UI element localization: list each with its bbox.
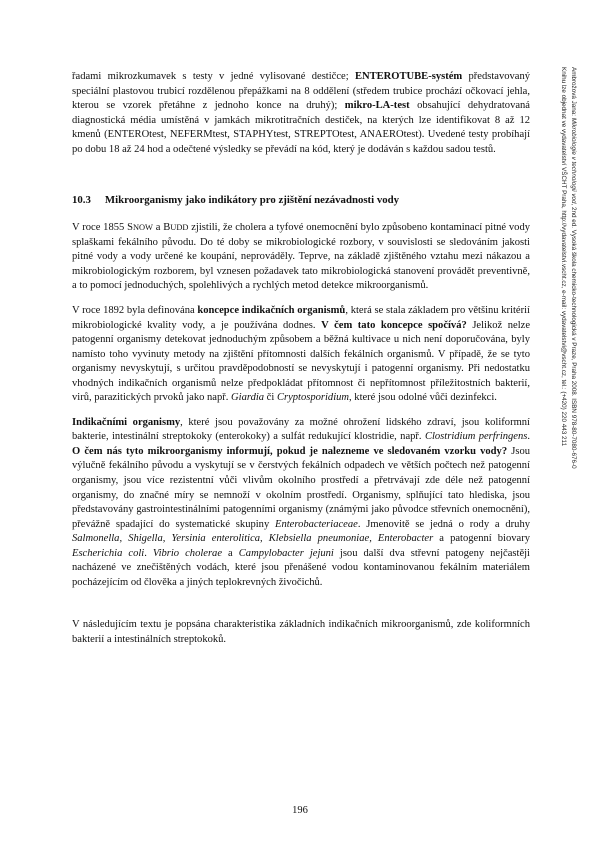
text-run: Jelikož nelze patogenní organismy detekovat jednoduchým způsobem a běžná kultivace u nich není doporučována, byly namísto toho vyvinuty metody na zjištění přítomnosti dalších fekálních organismů. V případě, že se tyto organismy nevyskytují, s určitou pravděpodobností se nevyskytují i patogenní organismy. Při nedostatku vhodných indikačních organismů nelze předpokládat přítomnost či nepřítomnost příležitostních bakterií, virů, parazitických prvoků jako např. — [72, 319, 530, 404]
text-run: . — [527, 431, 530, 443]
term-mikro-la-test: mikro-LA-test — [344, 100, 410, 112]
term-enterotube: ENTEROTUBE-systém — [354, 71, 463, 82]
paragraph-concept — [72, 304, 530, 406]
author-smallcaps: UDD — [170, 223, 189, 233]
page-body — [72, 70, 530, 648]
paragraph-outlook: V následujícím textu je popsána charakteristika základních indikačních mikroorganismů, zde koliformních bakterií a intestinálních streptokoků. — [72, 619, 530, 645]
question-bold: O čem nás tyto mikroorganismy informují, pokud je nalezneme ve sledovaném vzorku vody? — [72, 445, 508, 457]
taxon-italic: Campylobacter jejuni — [238, 547, 334, 559]
text-run: Ambrožová Jana: — [570, 67, 577, 118]
text-run: či — [264, 392, 277, 404]
text-run: obsahující dehydratovaná diagnostická média umístěná v jamkách mikrotitračních destiček, na kterých lze identifikovat 8 až 12 kmenů (ENTEROtest, NEFERMtest, STAPHYtest, STREPTOtest, ANAEROtest). Uvedené testy probíhají po dobu 18 až 24 hod a odečtené výsledky se převádí na kód, který je dodáván s každou sadou testů. — [72, 100, 530, 155]
text-run: , 2nd ed. Vysoká škola chemicko-technologická v Praze, Praha 2008. ISBN 978-80-7080-676-0 — [570, 203, 577, 469]
section-heading — [72, 193, 530, 207]
section-number: 10.3 — [72, 194, 91, 207]
text-run: V roce 1892 byla definována — [72, 305, 198, 317]
text-run: . Jmenovitě se jedná o rody a druhy — [357, 518, 530, 530]
taxon-italic: Escherichia coli — [72, 547, 145, 559]
text-run: zjistili, že cholera a tyfové onemocnění bylo způsobeno kontaminací pitné vody splaškami fekálního původu. Do té doby se mikrobiologické rozbory, v souvislosti se sledováním jakosti pitné vody a vody určené ke koupání, neprováděly. Teprve, na základě zjištěného vztahu mezi nákazou a mikrobiologickým rozborem, byl vznesen požadavek tato mikrobiologická stanovení provádět preventivně, a to pomocí jednoduchých, spolehlivých a rychlých metod detekce mikroorganismů. — [72, 222, 530, 292]
section-title: Mikroorganismy jako indikátory pro zjištění nezávadnosti vody — [104, 194, 400, 207]
intro-paragraph — [72, 70, 530, 157]
taxon-italic: Clostridium perfringens — [424, 431, 528, 443]
text-run: a patogenní biovary — [433, 533, 531, 545]
taxon-italic: Vibrio cholerae — [152, 547, 223, 559]
order-info-line: Knihu lze objednat ve vydavatelství VŠCHT Praha, http://vydavatelstvi.vscht.cz, e-mail: vydavatelstvi@vscht.cz, tel.: (+420) 220 443 211 — [560, 67, 567, 447]
text-run: jsou další dva střevní patogeny nejčastěji nacházené ve znečištěných vodách, které jsou přenášené vodou kontaminovanou fekálním materiálem pocházejícím od člověka a jiných teplokrevných živočichů. — [72, 547, 530, 588]
book-title: Mikrobiologie v technologii vod — [570, 117, 577, 204]
question-bold: V čem tato koncepce spočívá? — [321, 319, 467, 331]
citation-line — [568, 67, 578, 627]
term-bold: Indikačními organismy — [72, 416, 181, 428]
paragraph-indicators — [72, 416, 530, 591]
page-number: 196 — [292, 805, 308, 816]
citation-sidebar — [548, 67, 578, 627]
taxon-italic: Giardia — [231, 392, 265, 404]
text-run: Jsou výlučně fekálního původu a vyskytují se v čerstvých fekálních odpadech ve větších počtech než patogenní organismy, jsou více rezistentní vůči vlivům okolního prostředí a přetrvávají zde déle než patogenní organismy, do značné míry se nemnoží v okolním prostředí. Organismy, splňující tato hlediska, jsou představovány gastrointestinálními patogenními organismy (známými jako původce střevních onemocnění), převážně spadající do systematické skupiny — [72, 445, 530, 530]
taxon-italic: Enterobacteriaceae — [275, 518, 358, 530]
text-run: představovaný speciální plastovou trubicí rozdělenou přepážkami na 8 oddělení (středem trubice prochází očkovací jehla, kterou se vzorek přetáhne z jednoho konce na druhý); — [72, 71, 530, 112]
text-run: , které jsou považovány za možné ohrožení lidského zdraví, jsou koliformní bakterie, intestinální streptokoky (enterokoky) a sulfát redukující klostridie, např. — [72, 416, 530, 443]
text-run: , které jsou odolné vůči dezinfekci. — [349, 392, 497, 404]
text-run: řadami mikrozkumavek s testy v jedné vylisované destičce; — [72, 71, 355, 82]
text-run: V roce 1855 S — [72, 222, 133, 234]
paragraph-history — [72, 221, 530, 294]
text-run: a B — [152, 222, 171, 234]
text-run: , která se stala základem pro většinu kritérií mikrobiologické kvality vody, a je používána dodnes. — [72, 305, 530, 331]
text-run: . — [144, 547, 153, 559]
term-bold: koncepce indikačních organismů — [197, 305, 346, 317]
taxon-italic: Cryptosporidium — [276, 392, 350, 404]
taxon-italic: Salmonella, Shigella, Yersinia enterolitica, Klebsiella pneumoniae, Enterobacter — [72, 533, 434, 545]
author-smallcaps: NOW — [132, 223, 153, 233]
text-run: a — [222, 547, 239, 559]
